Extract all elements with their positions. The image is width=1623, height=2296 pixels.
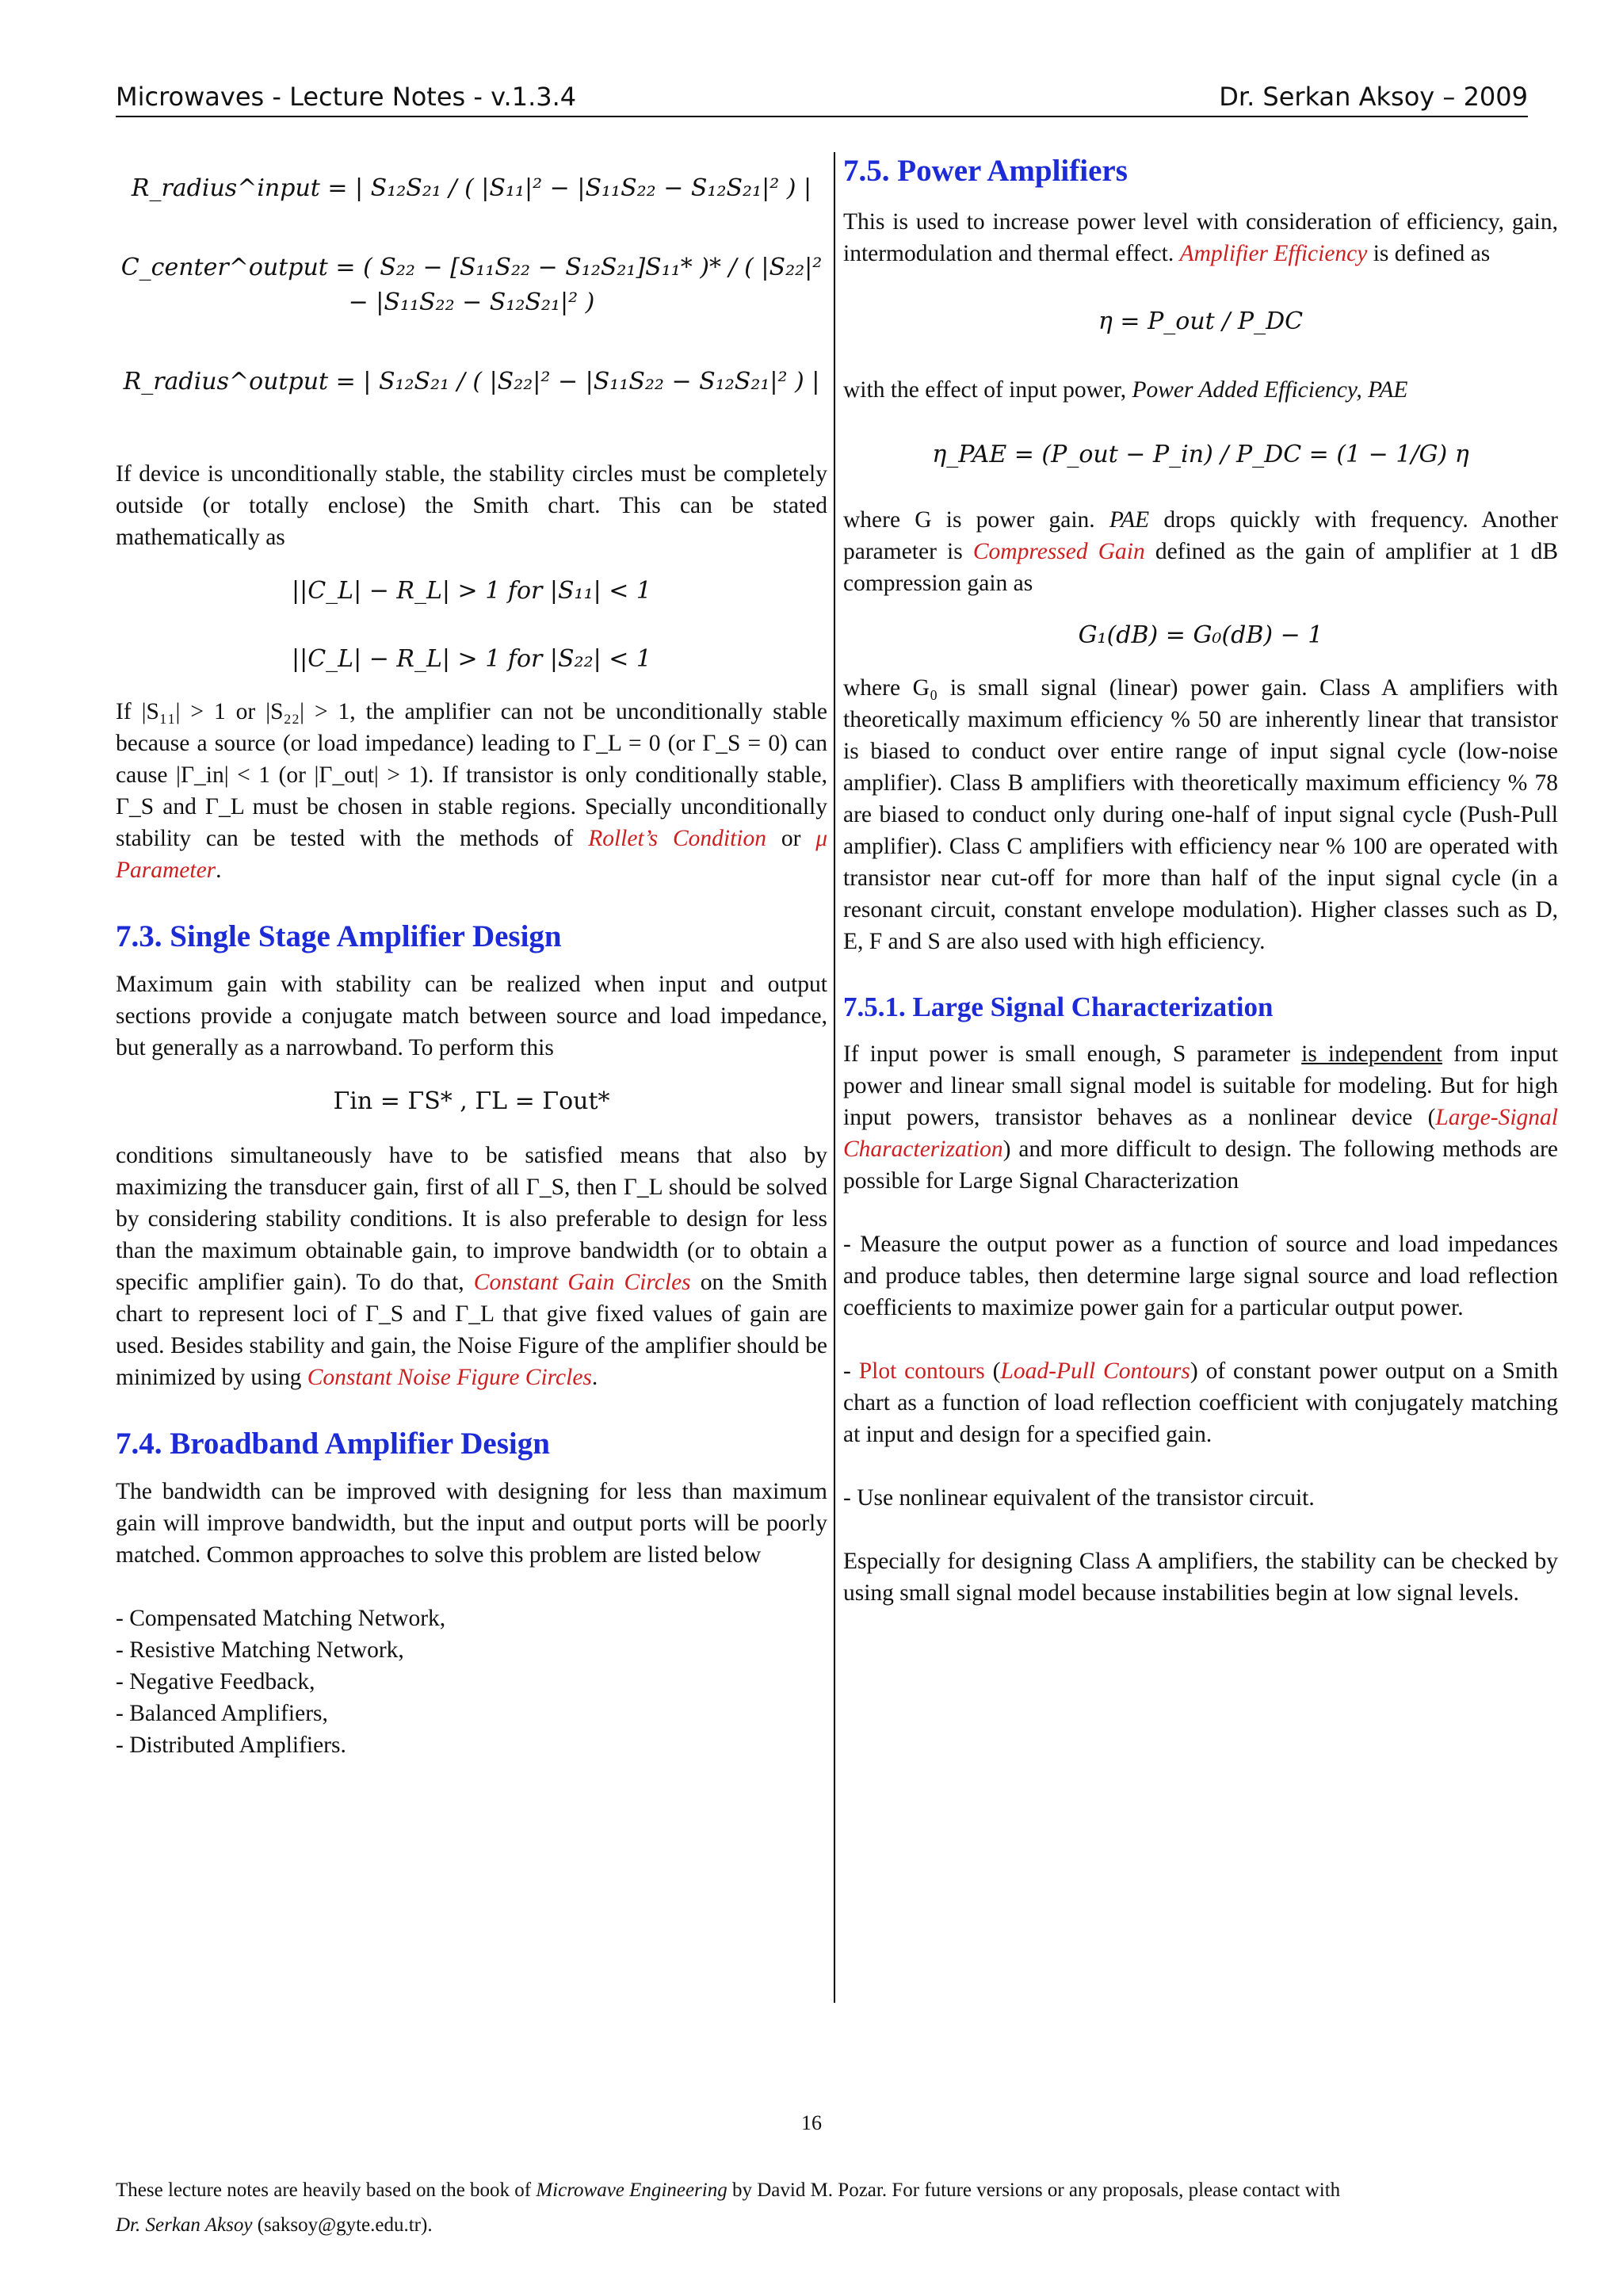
paragraph-transducer-gain: conditions simultaneously have to be satisfied means that also by maximizing the transducer gain, first of all Γ_S, then Γ_L should be solved by considering stability conditions. It is also preferable to design for less than the maximum obtainable gain, to improve bandwidth (or to obtain a specific amplifier gain). To do that, Constant Gain Circles on the Smith chart to represent loci of Γ_S and Γ_L that give fixed values of gain are used. Besides stability and gain, the Noise Figure of the amplifier should be minimized by using Constant Noise Figure Circles. xyxy=(116,1143,828,1390)
paragraph-power-amplifiers: This is used to increase power level with consideration of efficiency, gain, intermodulation and thermal effect. Amplifier Efficiency is defined as xyxy=(843,209,1558,266)
left-column xyxy=(116,152,827,1761)
paragraph-pae-intro: with the effect of input power, Power Added Efficiency, PAE xyxy=(843,377,1408,403)
contact-email: (saksoy@gyte.edu.tr). xyxy=(252,2214,433,2236)
link-constant-gain-circles: Constant Gain Circles xyxy=(473,1270,691,1295)
heading-7-4: 7.4. Broadband Amplifier Design xyxy=(116,1427,550,1461)
paragraph-max-gain: Maximum gain with stability can be realized when input and output sections provide a conjugate match between source and load impedance, but generally as a narrowband. To perform this xyxy=(116,972,827,1060)
equation-efficiency: η = P_out / P_DC xyxy=(1098,308,1304,335)
heading-7-3: 7.3. Single Stage Amplifier Design xyxy=(116,919,562,953)
link-mu-parameter: μ Parameter xyxy=(116,826,828,883)
paragraph-large-signal: If input power is small enough, S parameter is independent from input power and linear small signal model is suitable for modeling. But for high input powers, transistor behaves as a nonlinear device (Large-Signal Characterization) and more difficult to design. The following methods are possible for Large Signal Characterization xyxy=(843,1041,1558,1194)
term-large-signal-characterization: Large-Signal Characterization xyxy=(843,1105,1558,1162)
equation-c-output-center: C_center^output = ( S₂₂ − [S₁₁S₂₂ − S₁₂S₂₁]S₁₁* )* / ( |S₂₂|² − |S₁₁S₂₂ − S₁₂S₂₁|² ) xyxy=(120,254,823,316)
list-item: - Compensated Matching Network, xyxy=(116,1606,446,1631)
term-amplifier-efficiency: Amplifier Efficiency xyxy=(1179,241,1368,266)
paragraph-method-measure: - Measure the output power as a function of source and load impedances and produce tables, then determine large signal source and load reflection coefficients to maximize power gain for a particular output power. xyxy=(843,1232,1558,1320)
running-header xyxy=(116,78,1528,117)
right-column xyxy=(843,152,1558,1609)
equation-conjugate-match: Γin = ΓS* , ΓL = Γout* xyxy=(333,1087,610,1115)
column-divider xyxy=(834,152,835,2003)
page-number: 16 xyxy=(801,2111,822,2134)
list-item: - Balanced Amplifiers, xyxy=(116,1701,328,1726)
link-rollets-condition: Rollet’s Condition xyxy=(588,826,766,851)
inequality-s11: ||C_L| − R_L| > 1 for |S₁₁| < 1 xyxy=(291,577,651,605)
inequality-s22: ||C_L| − R_L| > 1 for |S₂₂| < 1 xyxy=(291,645,651,673)
paragraph-broadband: The bandwidth can be improved with designing for less than maximum gain will improve bandwidth, but the input and output ports will be poorly matched. Common approaches to solve this problem are listed below xyxy=(116,1479,827,1568)
equation-pae: η_PAE = (P_out − P_in) / P_DC = (1 − 1/G) η xyxy=(932,441,1469,468)
heading-7-5-1: 7.5.1. Large Signal Characterization xyxy=(843,991,1274,1022)
approaches-list xyxy=(116,1603,827,1761)
term-plot-contours: Plot contours xyxy=(858,1358,985,1384)
link-constant-noise-figure-circles: Constant Noise Figure Circles xyxy=(307,1365,592,1390)
paragraph-method-nonlinear: - Use nonlinear equivalent of the transistor circuit. xyxy=(843,1485,1315,1511)
term-compressed-gain: Compressed Gain xyxy=(972,539,1145,564)
header-author: Dr. Serkan Aksoy – 2009 xyxy=(1219,82,1528,112)
equation-r-output-radius: R_radius^output = | S₁₂S₂₁ / ( |S₂₂|² − |S₁₁S₂₂ − S₁₂S₂₁|² ) | xyxy=(123,368,820,395)
paragraph-class-a-stability: Especially for designing Class A amplifiers, the stability can be checked by using small signal model because instabilities begin at low signal levels. xyxy=(843,1549,1558,1606)
paragraph-conditional-stability: If |S₁₁| > 1 or |S₂₂| > 1, the amplifier can not be unconditionally stable because a source (or load impedance) leading to Γ_L = 0 (or Γ_S = 0) can cause |Γ_in| < 1 (or |Γ_out| > 1). If transistor is only conditionally stable, Γ_S and Γ_L must be chosen in stable regions. Specially unconditionally stability can be tested with the methods of Rollet’s Condition or μ Parameter. xyxy=(116,699,828,883)
paragraph-stability-circles: If device is unconditionally stable, the stability circles must be completely outside (or totally enclose) the Smith chart. This can be stated mathematically as xyxy=(116,461,827,550)
equation-g1: G₁(dB) = G₀(dB) − 1 xyxy=(1078,621,1323,649)
paragraph-amplifier-classes: where G₀ is small signal (linear) power gain. Class A amplifiers with theoretically maximum efficiency % 50 are inherently linear that transistor is biased to conduct over entire range of input signal cycle (low-noise amplifier). Class B amplifiers with theoretically maximum efficiency % 78 are biased to conduct only during one-half of input signal cycle (Push-Pull amplifier). Class C amplifiers with efficiency near % 100 are operated with transistor near cut-off for more than half of the input signal cycle (in a resonant circuit, constant envelope modulation). Higher classes such as D, E, F and S are also used with high efficiency. xyxy=(843,675,1558,954)
term-load-pull-contours: Load-Pull Contours xyxy=(1000,1358,1190,1384)
paragraph-method-load-pull: - Plot contours (Load-Pull Contours) of constant power output on a Smith chart as a function of load reflection coefficient with conjugately matching at input and design for a specified gain. xyxy=(843,1358,1558,1447)
equation-r-input-radius: R_radius^input = | S₁₂S₂₁ / ( |S₁₁|² − |S₁₁S₂₂ − S₁₂S₂₁|² ) | xyxy=(131,174,812,202)
heading-7-5: 7.5. Power Amplifiers xyxy=(843,154,1128,188)
footer-note: These lecture notes are heavily based on the book of Microwave Engineering by David M. Pozar. For future versions or any proposals, please contact with Dr. Serkan Aksoy (saksoy@gyte.edu.tr). xyxy=(116,2179,1341,2236)
list-item: - Negative Feedback, xyxy=(116,1669,315,1694)
list-item: - Resistive Matching Network, xyxy=(116,1637,404,1663)
list-item: - Distributed Amplifiers. xyxy=(116,1733,346,1758)
paragraph-compressed-gain: where G is power gain. PAE drops quickly with frequency. Another parameter is Compressed Gain defined as the gain of amplifier at 1 dB compression gain as xyxy=(843,507,1558,596)
header-title: Microwaves - Lecture Notes - v.1.3.4 xyxy=(116,82,577,112)
